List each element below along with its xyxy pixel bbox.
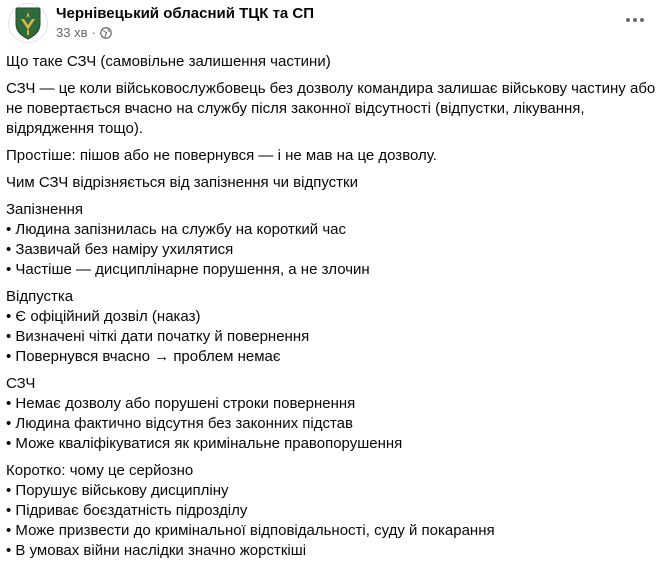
section-summary	[6, 461, 656, 561]
post-simple-explanation: Простіше: пішов або не повернувся — і не мав на це дозволу.	[6, 147, 437, 164]
list-item: • Порушує військову дисципліну	[6, 482, 229, 499]
list-item: • Може призвести до кримінальної відповідальності, суду й покарання	[6, 522, 495, 539]
section-title: Коротко: чому це серйозно	[6, 462, 194, 479]
post-difference-title: Чим СЗЧ відрізняється від запізнення чи відпустки	[6, 174, 358, 191]
more-horizontal-icon	[625, 17, 645, 23]
list-item: • Зазвичай без наміру ухилятися	[6, 241, 234, 258]
section-leave	[6, 287, 656, 367]
list-item: • Немає дозволу або порушені строки повернення	[6, 395, 356, 412]
post-definition: СЗЧ — це коли військовослужбовець без дозволу командира залишає військову частину або не повертається вчасно на службу після законної відсутності (відпустки, лікування, відрядження тощо).	[6, 80, 656, 137]
post-time-link[interactable]: 33 хв	[56, 25, 88, 40]
post-title: Що таке СЗЧ (самовільне залишення частини)	[6, 53, 331, 70]
section-lateness	[6, 200, 656, 280]
list-item: • Може кваліфікуватися як кримінальне правопорушення	[6, 435, 403, 452]
header-text	[56, 4, 314, 42]
list-item: • Людина фактично відсутня без законних підстав	[6, 415, 353, 432]
meta-separator: ·	[91, 25, 96, 40]
page-avatar[interactable]	[8, 3, 48, 43]
list-item: • Підриває боєздатність підрозділу	[6, 502, 248, 519]
page-name-link[interactable]: Чернівецький обласний ТЦК та СП	[56, 5, 315, 22]
more-options-button[interactable]	[617, 6, 653, 34]
post-content	[6, 52, 656, 568]
section-szch	[6, 374, 656, 454]
section-title: Відпустка	[6, 288, 74, 305]
list-item: • В умовах війни наслідки значно жорсткіші	[6, 542, 307, 559]
section-title: Запізнення	[6, 201, 84, 218]
post-header	[8, 3, 314, 43]
list-item: • Людина запізнилась на службу на короткий час	[6, 221, 346, 238]
list-item: • Є офіційний дозвіл (наказ)	[6, 308, 201, 325]
section-title: СЗЧ	[6, 375, 36, 392]
list-item: • Повернувся вчасно → проблем немає	[6, 348, 281, 365]
list-item: • Визначені чіткі дати початку й повернення	[6, 328, 310, 345]
shield-emblem-icon	[13, 6, 43, 40]
globe-icon[interactable]	[100, 27, 112, 39]
post-meta	[56, 24, 314, 42]
list-item: • Частіше — дисциплінарне порушення, а не злочин	[6, 261, 370, 278]
